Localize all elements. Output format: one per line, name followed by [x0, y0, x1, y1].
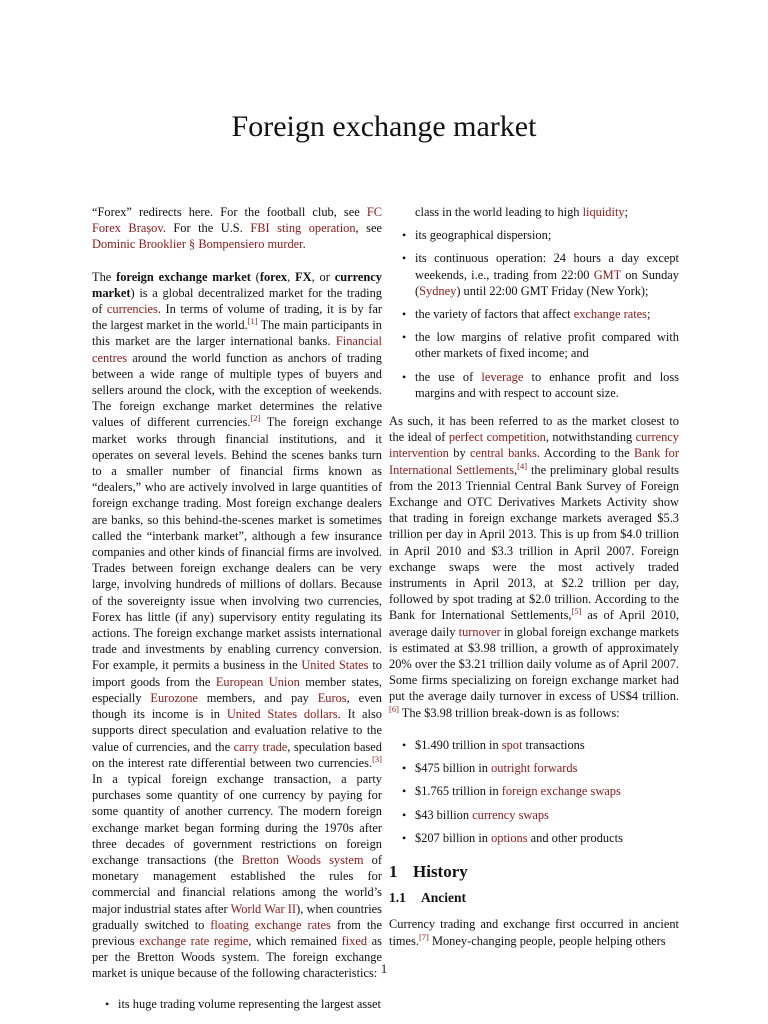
closest-paragraph — [389, 413, 679, 721]
citation-1[interactable]: [1] — [247, 316, 258, 327]
list-item — [389, 306, 679, 322]
text: $1.765 trillion in — [415, 784, 502, 799]
text: The main participants in this market are the larger international banks. — [92, 318, 382, 349]
text: its geographical dispersion; — [415, 228, 552, 243]
list-item — [389, 737, 679, 753]
list-item — [389, 807, 679, 823]
link-liquidity[interactable]: liquidity — [582, 205, 625, 219]
breakdown-list — [389, 737, 679, 846]
text: . It also supports direct speculation and evaluation relative to the value of currencies, and the — [92, 707, 382, 754]
text: the variety of factors that affect — [415, 307, 574, 322]
text: $475 billion in — [415, 761, 492, 776]
list-item — [389, 227, 679, 243]
list-item — [389, 329, 679, 361]
text: in global foreign exchange markets is estimated at $3.98 trillion, a growth of approximately 20% over the $3.21 trillion daily volume as of April 2007. Some firms specializing on foreign exchange market had put the average daily turnover in excess of US$4 trillion. — [389, 624, 679, 704]
citation-7[interactable]: [7] — [418, 931, 429, 942]
link-sydney[interactable]: Sydney — [419, 283, 457, 298]
link-european-union[interactable]: European Union — [215, 674, 300, 689]
characteristics-list — [92, 996, 382, 1012]
link-united-states-dollars[interactable]: United States dollars — [226, 707, 338, 722]
hatnote — [92, 204, 382, 253]
text: ; — [647, 307, 651, 322]
text: Money-changing people, people helping others — [428, 933, 666, 948]
link-currency-swaps[interactable]: currency swaps — [472, 807, 549, 822]
text: of monetary management established the rules for commercial and financial relations among the world’s major industrial states after — [92, 852, 382, 916]
link-outright-forwards[interactable]: outright forwards — [491, 761, 578, 776]
intro-paragraph — [92, 269, 382, 982]
bold-term: FX — [295, 269, 312, 284]
link-foreign-exchange-swaps[interactable]: foreign exchange swaps — [501, 784, 621, 799]
text: As such, it has been referred to as the market closest to the ideal of — [389, 414, 679, 445]
text: the preliminary global results from the 2013 Triennial Central Bank Survey of Foreign Exchange and OTC Derivatives Markets Activity show that trading in foreign exchange markets averaged $5.3 trillion per day in April 2013. This is up from $4.0 trillion in April 2010 and $3.3 trillion in April 2007. Foreign exchange swaps were the most actively traded instruments in April 2013, at $2.2 trillion per day, followed by spot trading at $2.0 trillion. According to the Bank for International Settlements, — [389, 462, 680, 623]
text: Currency trading and exchange first occurred in ancient times. — [389, 917, 679, 948]
list-item — [389, 830, 679, 846]
link-floating-exchange-rates[interactable]: floating exchange rates — [210, 917, 331, 932]
characteristics-list-continued — [389, 204, 679, 401]
list-item — [389, 783, 679, 799]
subsection-heading-ancient — [389, 890, 679, 906]
list-item — [92, 996, 382, 1012]
link-fixed[interactable]: fixed — [341, 933, 368, 948]
link-leverage[interactable]: leverage — [481, 369, 524, 384]
text: $207 billion in — [415, 830, 492, 845]
text: ) is a global decentralized market for the trading of — [92, 285, 382, 317]
text: ), when countries gradually switched to — [92, 901, 382, 932]
text: class in the world leading to high — [415, 205, 583, 219]
link-fc-forex-brasov[interactable]: FC Forex Brașov — [92, 205, 382, 236]
text: on Sunday ( — [415, 267, 679, 298]
text: , or — [311, 269, 335, 284]
citation-2[interactable]: [2] — [250, 413, 261, 424]
link-turnover[interactable]: turnover — [458, 624, 501, 639]
citation-5[interactable]: [5] — [571, 606, 582, 617]
text: as per the Bretton Woods system. The foreign exchange market is unique because of the following characteristics: — [92, 933, 382, 981]
text: member states, especially — [92, 674, 382, 705]
link-fbi-sting-operation[interactable]: FBI sting operation — [250, 221, 356, 236]
text: , notwithstanding — [545, 430, 636, 445]
link-dominic-brooklier[interactable]: Dominic Brooklier § Bompensiero murder — [92, 237, 303, 252]
text: as of April 2010, average daily — [389, 608, 679, 639]
text: , speculation based on the interest rate differential between two currencies. — [92, 739, 382, 770]
text: , — [514, 462, 518, 477]
link-currencies[interactable]: currencies — [106, 302, 158, 317]
list-item — [389, 369, 679, 401]
link-exchange-rate-regime[interactable]: exchange rate regime — [139, 933, 249, 948]
text: around the world function as anchors of trading between a wide range of multiple types of buyers and sellers around the clock, with the exception of weekends. The foreign exchange market determines the relative values of different currencies. — [92, 350, 382, 430]
page-title: Foreign exchange market — [231, 110, 537, 143]
text: from the previous — [92, 917, 382, 948]
text: the use of — [415, 369, 482, 384]
page-number: 1 — [380, 962, 388, 976]
text: by — [448, 446, 471, 461]
citation-3[interactable]: [3] — [372, 753, 382, 764]
link-perfect-competition[interactable]: perfect competition — [448, 430, 546, 445]
text: The — [92, 269, 117, 284]
section-title: History — [413, 861, 468, 881]
link-spot[interactable]: spot — [501, 737, 523, 752]
section-heading-history — [389, 861, 679, 881]
citation-6[interactable]: [6] — [389, 703, 399, 714]
text: ; — [624, 205, 629, 219]
link-central-banks[interactable]: central banks — [470, 446, 538, 461]
text: to enhance profit and loss margins and with respect to account size. — [415, 369, 679, 400]
link-exchange-rates[interactable]: exchange rates — [573, 307, 647, 322]
text: In a typical foreign exchange transaction, a party purchases some quantity of one currency by paying for some quantity of another currency. The modern foreign exchange market began forming during the 1970s after three decades of government restrictions on foreign exchange transactions (the — [92, 771, 382, 867]
left-column — [92, 204, 382, 1019]
text: members, and pay — [197, 690, 318, 705]
text: . — [302, 237, 306, 252]
text: and other products — [527, 830, 623, 845]
text: The foreign exchange market works through financial institutions, and it operates on several levels. Behind the scenes banks turn to a smaller number of financial firms known as “dealers,” who are actively involved in large quantities of foreign exchange trading. Most foreign exchange dealers are banks, so this behind-the-scenes market is sometimes called the “interbank market”, although a few insurance companies and other kinds of financial firms are involved. Trades between foreign exchange dealers can be very large, involving hundreds of millions of dollars. Because of the sovereignty issue when involving two currencies, Forex has little (if any) supervisory entity regulating its actions. The foreign exchange market assists international trade and investments by enabling currency conversion. For example, it permits a business in the — [92, 415, 382, 673]
text: . For the U.S. — [162, 221, 251, 236]
link-carry-trade[interactable]: carry trade — [233, 739, 288, 754]
text: to import goods from the — [92, 658, 382, 689]
subsection-number: 1.1 — [389, 890, 406, 906]
citation-4[interactable]: [4] — [517, 460, 528, 471]
text: transactions — [522, 737, 585, 752]
link-bank-for-international-settlements[interactable]: Bank for International Settlements — [389, 446, 679, 477]
list-item — [389, 250, 679, 299]
link-gmt[interactable]: GMT — [593, 267, 621, 282]
list-item — [389, 204, 679, 220]
bold-term: foreign exchange market — [116, 269, 251, 284]
list-item — [389, 760, 679, 776]
link-world-war-ii[interactable]: World War II — [230, 901, 297, 916]
link-financial-centres[interactable]: Financial centres — [92, 334, 382, 365]
text: , see — [355, 221, 382, 236]
link-euros[interactable]: Euros — [317, 690, 347, 705]
text: $43 billion — [415, 807, 473, 822]
text: , even though its income is in — [92, 690, 383, 722]
section-number: 1 — [389, 861, 398, 881]
right-column — [389, 204, 679, 949]
text: ) until 22:00 GMT Friday (New York); — [456, 283, 649, 298]
text: , which remained — [248, 933, 342, 948]
ancient-paragraph — [389, 916, 679, 948]
text: . According to the — [537, 446, 635, 461]
link-currency-intervention[interactable]: currency intervention — [389, 430, 679, 461]
link-options[interactable]: options — [491, 830, 528, 845]
text: the low margins of relative profit compared with other markets of fixed income; and — [415, 330, 679, 361]
link-united-states[interactable]: United States — [301, 658, 369, 673]
text: its huge trading volume representing the largest asset — [118, 996, 382, 1011]
text: its continuous operation: 24 hours a day except weekends, i.e., trading from 22:00 — [415, 251, 679, 282]
subsection-title: Ancient — [421, 890, 466, 906]
text: “Forex” redirects here. For the football club, see — [92, 205, 367, 219]
link-bretton-woods-system[interactable]: Bretton Woods system — [241, 852, 364, 867]
text: The $3.98 trillion break-down is as follows: — [398, 705, 620, 720]
text: $1.490 trillion in — [415, 737, 502, 752]
text: , — [287, 269, 296, 284]
text: . In terms of volume of trading, it is by far the largest market in the world. — [92, 302, 382, 333]
text: ( — [250, 269, 260, 284]
bold-term: currency market — [92, 269, 382, 300]
bold-term: forex — [259, 269, 288, 284]
link-eurozone[interactable]: Eurozone — [150, 690, 198, 705]
